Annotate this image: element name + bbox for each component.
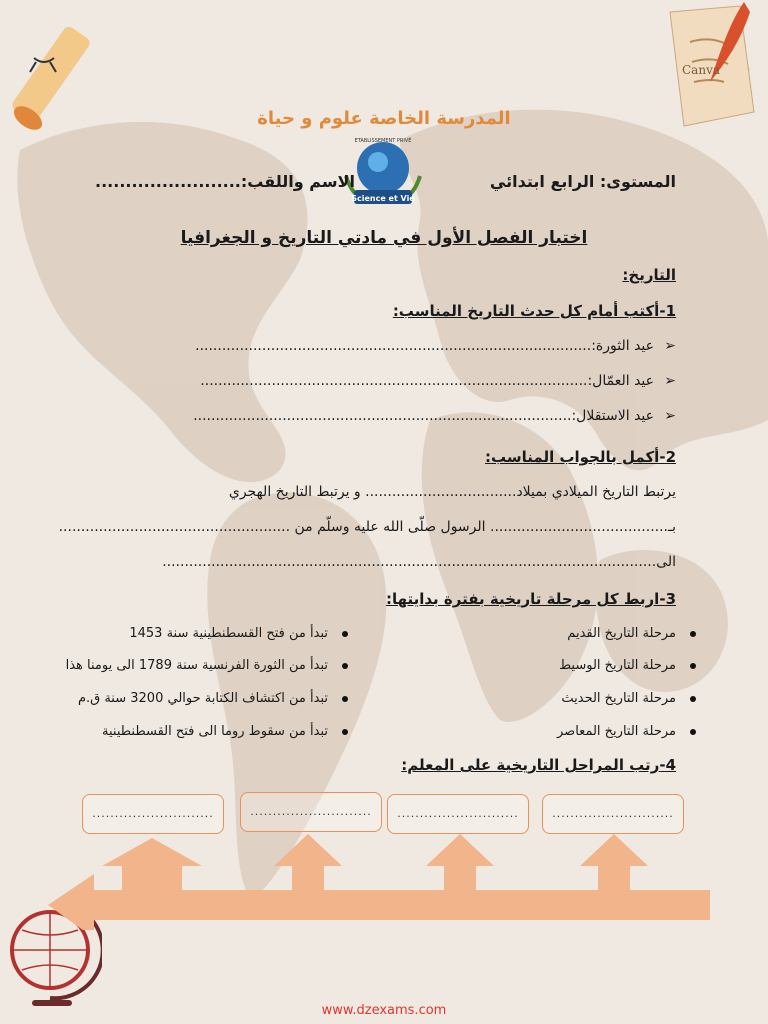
school-name: المدرسة الخاصة علوم و حياة — [257, 108, 511, 129]
timeline-up-arrow — [580, 834, 648, 892]
timeline-up-arrow — [426, 834, 494, 892]
q3-right-text: تبدأ من فتح القسطنطينية سنة 1453 — [129, 626, 328, 641]
q3-left-text: مرحلة التاريخ الوسيط — [559, 658, 676, 673]
q2-line: الى............................................................................................................... — [162, 554, 676, 570]
timeline-box[interactable]: ........................... — [387, 794, 529, 834]
q1-item — [193, 408, 676, 424]
logo-text-bottom: Science et Vie — [351, 194, 415, 203]
check-icon: ➢ — [664, 373, 676, 389]
q1-item-text: عيد الثورة:......................................................................................... — [195, 338, 654, 354]
bullet-icon — [690, 663, 696, 669]
bullet-icon — [690, 696, 696, 702]
section-history: التاريخ: — [622, 266, 676, 284]
q3-left-item — [561, 691, 696, 706]
timeline-up-arrow — [274, 834, 342, 892]
q3-right-text: تبدأ من الثورة الفرنسية سنة 1789 الى يومنا هذا — [65, 658, 328, 673]
bullet-icon — [342, 696, 348, 702]
logo-text-top: ETABLISSEMENT PRIVÉ — [354, 138, 412, 144]
timeline-box[interactable]: ........................... — [240, 792, 382, 832]
exam-title-text: اختبار الفصل الأول في مادتي التاريخ و الجغرافيا — [180, 228, 588, 248]
check-icon: ➢ — [664, 338, 676, 354]
canva-label: Canva — [682, 63, 720, 77]
q1-title: 1-أكتب أمام كل حدث التاريخ المناسب: — [392, 302, 676, 320]
check-icon: ➢ — [664, 408, 676, 424]
footer-url[interactable]: www.dzexams.com — [321, 1003, 447, 1018]
q3-left-text: مرحلة التاريخ الحديث — [561, 691, 676, 706]
bullet-icon — [342, 663, 348, 669]
timeline-up-arrow — [102, 838, 202, 892]
timeline-box[interactable]: ........................... — [542, 794, 684, 834]
bullet-icon — [342, 631, 348, 637]
q3-right-item — [129, 626, 348, 641]
level-label: المستوى: الرابع ابتدائي — [489, 172, 676, 191]
q1-item-text: عيد العمّال:....................................................................................... — [200, 373, 654, 389]
bullet-icon — [690, 729, 696, 735]
q3-left-item — [557, 724, 696, 739]
timeline — [0, 830, 768, 930]
q3-right-item — [102, 724, 348, 739]
bullet-icon — [690, 631, 696, 637]
q1-item-text: عيد الاستقلال:..................................................................................... — [193, 408, 654, 424]
q3-title: 3-اربط كل مرحلة تاريخية بفترة بدايتها: — [385, 590, 676, 608]
q3-right-item — [78, 691, 348, 706]
q2-line: بـ........................................ الرسول صلّى الله عليه وسلّم من .................................................... — [58, 519, 676, 535]
q4-title: 4-رتب المراحل التاريخية على المعلم: — [401, 756, 676, 774]
q2-line: يرتبط التاريخ الميلادي بميلاد.................................. و يرتبط التاريخ الهجري — [228, 484, 676, 500]
q3-right-item — [66, 658, 348, 673]
exam-title — [0, 228, 768, 248]
q2-title: 2-أكمل بالجواب المناسب: — [485, 448, 676, 466]
q3-right-text: تبدأ من سقوط روما الى فتح القسطنطينية — [102, 724, 328, 739]
q1-item — [195, 338, 676, 354]
q1-item — [200, 373, 676, 389]
q3-left-text: مرحلة التاريخ القديم — [567, 626, 676, 641]
q3-left-item — [567, 626, 696, 641]
timeline-box[interactable]: ........................... — [82, 794, 224, 834]
q3-left-text: مرحلة التاريخ المعاصر — [557, 724, 676, 739]
q3-right-text: تبدأ من اكتشاف الكتابة حوالي 3200 سنة ق.م — [77, 691, 328, 706]
bullet-icon — [342, 729, 348, 735]
name-field: الاسم واللقب:........................ — [95, 172, 355, 191]
q3-left-item — [559, 658, 696, 673]
